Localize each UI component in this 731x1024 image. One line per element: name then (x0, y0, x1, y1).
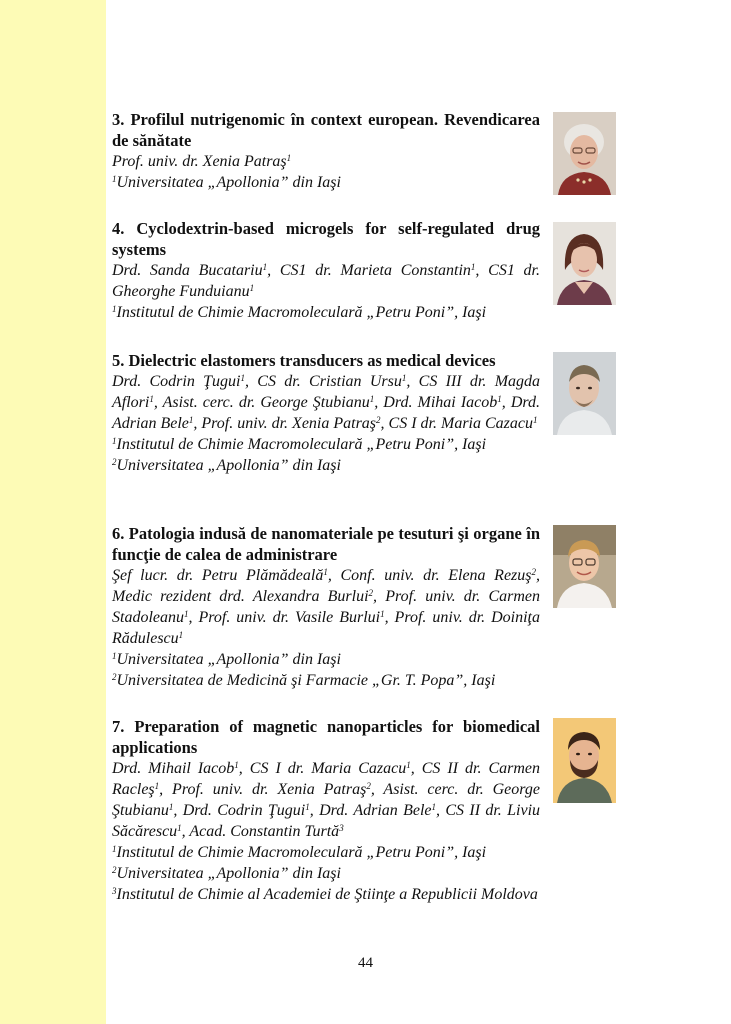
entry-title: 7. Preparation of magnetic nanoparticles for biomedical applications (112, 717, 540, 757)
entry-title: 5. Dielectric elastomers transducers as medical devices (112, 351, 496, 370)
entry-affiliation: $^2$Universitatea „Apollonia” din Iaşi (112, 865, 341, 882)
author-photo-3 (553, 112, 616, 195)
entry-authors: Şef lucr. dr. Petru Plămădeală$^1$, Conf. univ. dr. Elena Rezuş$^2$, Medic rezident drd. Alexandra Burlui$^2$, Prof. univ. dr. Carmen Stadoleanu$^1$, Prof. univ. dr. Vasile Burlui$^1$, Prof. univ. dr. Doiniţa Rădulescu$^1$ (112, 567, 541, 647)
entry-affiliation: $^1$Institutul de Chimie Macromoleculară „Petru Poni”, Iaşi (112, 436, 487, 453)
entry-6 (112, 523, 540, 691)
entry-authors: Drd. Sanda Bucatariu$^1$, CS1 dr. Marieta Constantin$^1$, CS1 dr. Gheorghe Funduianu$^1$ (112, 262, 540, 300)
entry-affiliation: $^1$Institutul de Chimie Macromoleculară „Petru Poni”, Iaşi (112, 844, 487, 861)
entry-4 (112, 218, 540, 323)
entry-affiliation: $^1$Universitatea „Apollonia” din Iaşi (112, 651, 341, 668)
entry-authors: Prof. univ. dr. Xenia Patraş$^1$ (112, 153, 292, 170)
entry-3 (112, 109, 540, 193)
entry-affiliation: $^1$Universitatea „Apollonia” din Iaşi (112, 174, 341, 191)
entry-7 (112, 716, 540, 905)
entry-affiliation: $^2$Universitatea de Medicină şi Farmacie „Gr. T. Popa”, Iaşi (112, 672, 496, 689)
author-photo-4 (553, 222, 616, 305)
entry-title: 3. Profilul nutrigenomic în context european. Revendicarea de sănătate (112, 110, 540, 150)
page-number: 44 (358, 955, 373, 971)
margin-band (0, 0, 106, 1024)
author-photo-5 (553, 352, 616, 435)
entry-5 (112, 350, 540, 476)
entry-affiliation: $^1$Institutul de Chimie Macromoleculară „Petru Poni”, Iaşi (112, 304, 487, 321)
author-photo-7 (553, 718, 616, 803)
entry-title: 6. Patologia indusă de nanomateriale pe tesuturi şi organe în funcţie de calea de administrare (112, 524, 540, 564)
entry-title: 4. Cyclodextrin-based microgels for self-regulated drug systems (112, 219, 540, 259)
entry-authors: Drd. Mihail Iacob$^1$, CS I dr. Maria Cazacu$^1$, CS II dr. Carmen Racleş$^1$, Prof. univ. dr. Xenia Patraş$^2$, Asist. cerc. dr. George Ştubianu$^1$, Drd. Codrin Ţugui$^1$, Drd. Adrian Bele$^1$, CS II dr. Liviu Săcărescu$^1$, Acad. Constantin Turtă$^3$ (112, 760, 541, 840)
entry-affiliation: $^3$Institutul de Chimie al Academiei de Ştiinţe a Republicii Moldova (112, 886, 538, 903)
entry-authors: Drd. Codrin Ţugui$^1$, CS dr. Cristian Ursu$^1$, CS III dr. Magda Aflori$^1$, Asist. cerc. dr. George Ştubianu$^1$, Drd. Mihai Iacob$^1$, Drd. Adrian Bele$^1$, Prof. univ. dr. Xenia Patraş$^2$, CS I dr. Maria Cazacu$^1$ (112, 373, 541, 432)
author-photo-6 (553, 525, 616, 608)
entry-affiliation: $^2$Universitatea „Apollonia” din Iaşi (112, 457, 341, 474)
